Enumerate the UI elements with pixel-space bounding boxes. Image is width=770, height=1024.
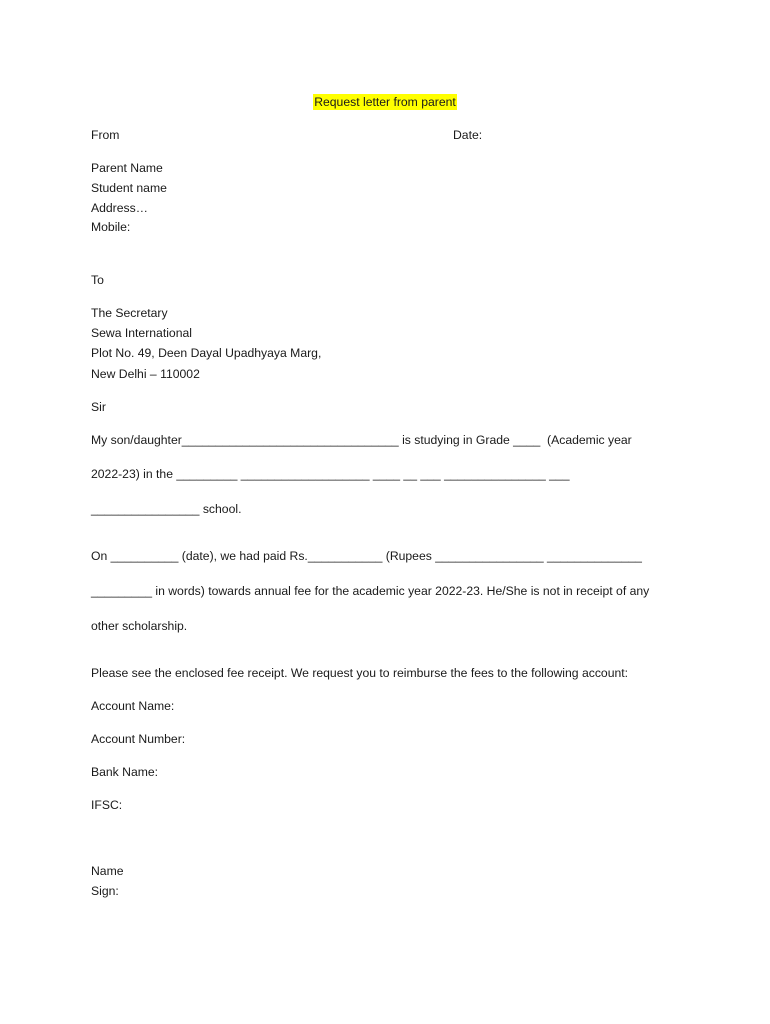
body-p2-line-3: other scholarship. — [91, 619, 188, 633]
body-p3: Please see the enclosed fee receipt. We request you to reimburse the fees to the following account: — [91, 666, 629, 680]
account-number-label: Account Number: — [91, 732, 186, 746]
account-name-label: Account Name: — [91, 699, 175, 713]
ifsc-label: IFSC: — [91, 798, 123, 812]
address-label: Address… — [91, 201, 148, 215]
body-p2-line-2: _________ in words) towards annual fee for the academic year 2022-23. He/She is not in receipt of any — [91, 584, 650, 598]
mobile-label: Mobile: — [91, 220, 131, 234]
recipient-line-4: New Delhi – 110002 — [91, 367, 200, 381]
date-label: Date: — [453, 128, 483, 142]
bank-name-label: Bank Name: — [91, 765, 159, 779]
letter-title-text: Request letter from parent — [314, 95, 456, 109]
to-label: To — [91, 273, 104, 287]
signoff-name-label: Name — [91, 864, 124, 878]
parent-name-label: Parent Name — [91, 161, 163, 175]
recipient-line-3: Plot No. 49, Deen Dayal Upadhyaya Marg, — [91, 346, 322, 360]
body-p1-line-1: My son/daughter________________________________ is studying in Grade ____ (Academic year — [91, 433, 632, 447]
recipient-line-2: Sewa International — [91, 326, 192, 340]
student-name-label: Student name — [91, 181, 167, 195]
body-p2-line-1: On __________ (date), we had paid Rs.___________ (Rupees ________________ ______________ — [91, 549, 642, 563]
from-label: From — [91, 128, 120, 142]
recipient-line-1: The Secretary — [91, 306, 168, 320]
body-p1-line-3: ________________ school. — [91, 502, 242, 516]
salutation: Sir — [91, 400, 106, 414]
body-p1-line-2: 2022-23) in the _________ ___________________ ____ __ ___ _______________ ___ — [91, 467, 570, 481]
letter-title — [0, 94, 770, 110]
signoff-sign-label: Sign: — [91, 884, 119, 898]
